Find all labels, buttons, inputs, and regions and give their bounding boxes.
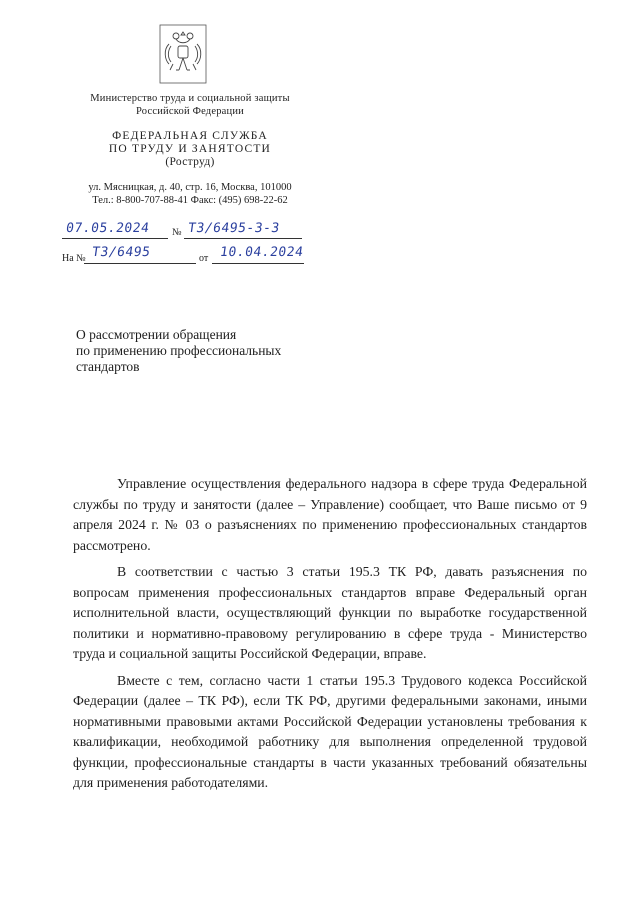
incoming-number-field — [92, 245, 150, 260]
ministry-line-1: Министерство труда и социальной защиты — [90, 93, 290, 104]
outgoing-number-value: ТЗ/6495-3-3 — [186, 221, 281, 236]
outgoing-number-underline — [184, 238, 302, 239]
address-line-2: Тел.: 8-800-707-88-41 Факс: (495) 698-22-62 — [92, 195, 288, 206]
outgoing-date-field — [66, 221, 149, 236]
incoming-number-value: ТЗ/6495 — [90, 245, 152, 260]
letter-body — [73, 474, 587, 800]
sender-address — [50, 181, 330, 207]
address-line-1: ул. Мясницкая, д. 40, стр. 16, Москва, 101000 — [88, 182, 292, 193]
from-label: от — [199, 253, 209, 264]
ministry-line-2: Российской Федерации — [136, 106, 244, 117]
outgoing-number-field — [188, 221, 280, 236]
body-paragraph-2: В соответствии с частью 3 статьи 195.3 ТК РФ, давать разъяснения по вопросам применения профессиональных стандартов вправе Федеральный орган исполнительной власти, осуществляющий функции по выработке государственной политики и нормативно-правовому регулированию в сфере труда - Министерство труда и социальной защиты Российской Федерации, вправе. — [73, 564, 587, 661]
service-line-1: ФЕДЕРАЛЬНАЯ СЛУЖБА — [112, 130, 268, 142]
subject-line-2: по применению профессиональных — [76, 343, 282, 358]
letter-subject — [76, 327, 281, 375]
body-paragraph-3: Вместе с тем, согласно части 1 статьи 195.3 Трудового кодекса Российской Федерации (далее – ТК РФ), если ТК РФ, другими федеральными законами, иными нормативными правовыми актами Российской Федерации установлены требования к квалификации, необходимой работнику для выполнения определенной трудовой функции, профессиональные стандарты в части указанных требований обязательны для применения работодателями. — [73, 672, 587, 790]
outgoing-date-value: 07.05.2024 — [64, 221, 151, 236]
number-label: № — [172, 227, 182, 238]
service-abbrev: (Роструд) — [165, 156, 215, 168]
subject-line-3: стандартов — [76, 359, 140, 374]
incoming-date-field — [220, 245, 303, 260]
reply-to-label: На № — [62, 253, 86, 264]
service-line-2: ПО ТРУДУ И ЗАНЯТОСТИ — [108, 143, 272, 155]
outgoing-date-underline — [62, 238, 168, 239]
body-paragraph-1: Управление осуществления федерального надзора в сфере труда Федеральной службы по труду и занятости (далее – Управление) сообщает, что Ваше письмо от 9 апреля 2024 г. № 03 о разъяснениях по применению профессиональных стандартов рассмотрено. — [73, 476, 587, 553]
incoming-date-underline — [212, 263, 304, 264]
service-name — [50, 130, 330, 169]
ministry-name — [50, 92, 330, 118]
incoming-date-value: 10.04.2024 — [218, 245, 305, 260]
incoming-number-underline — [84, 263, 196, 264]
subject-line-1: О рассмотрении обращения — [76, 327, 237, 342]
russian-coat-of-arms-icon — [159, 24, 207, 84]
